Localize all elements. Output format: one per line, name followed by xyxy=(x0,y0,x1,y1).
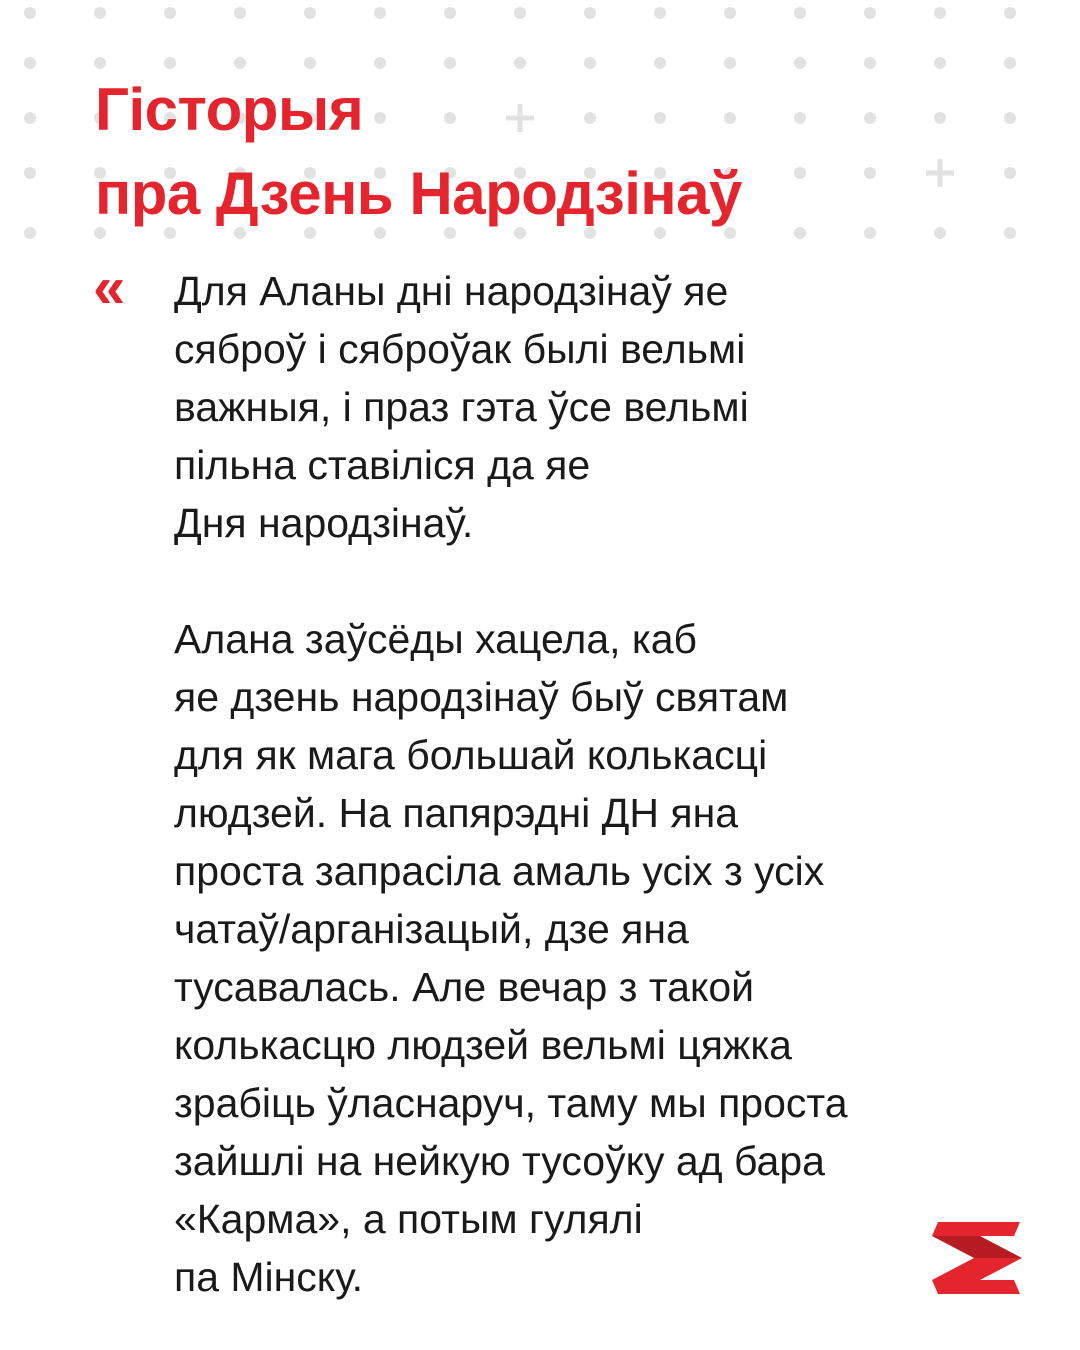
dot-icon xyxy=(724,7,736,19)
dot-icon xyxy=(794,112,806,124)
dot-icon xyxy=(934,57,946,69)
text-line: «Карма», а потым гулялі xyxy=(174,1196,643,1242)
dot-icon xyxy=(94,7,106,19)
dot-icon xyxy=(444,7,456,19)
dot-icon xyxy=(1004,167,1016,179)
dot-icon xyxy=(864,7,876,19)
brand-logo-icon xyxy=(930,1222,1022,1294)
dot-icon xyxy=(24,112,36,124)
dot-icon xyxy=(234,7,246,19)
text-line: чатаў/арганізацый, дзе яна xyxy=(174,906,689,952)
paragraph-2 xyxy=(174,610,1034,1306)
text-line: людзей. На папярэдні ДН яна xyxy=(174,790,739,836)
dot-icon xyxy=(794,167,806,179)
text-line: тусавалась. Але вечар з такой xyxy=(174,964,755,1010)
text-line: Алана заўсёды хацела, каб xyxy=(174,616,698,662)
text-line: колькасцю людзей вельмі цяжка xyxy=(174,1022,792,1068)
text-line: яе дзень народзінаў быў святам xyxy=(174,674,789,720)
dot-icon xyxy=(24,7,36,19)
dot-icon xyxy=(864,112,876,124)
text-line: пільна ставіліся да яе xyxy=(174,442,591,488)
dot-icon xyxy=(584,7,596,19)
dot-icon xyxy=(24,57,36,69)
dot-icon xyxy=(304,7,316,19)
text-line: важныя, і праз гэта ўсе вельмі xyxy=(174,384,749,430)
dot-icon xyxy=(864,57,876,69)
dot-icon xyxy=(24,167,36,179)
dot-icon xyxy=(1004,57,1016,69)
text-line: Для Аланы дні народзінаў яе xyxy=(174,268,729,314)
dot-icon xyxy=(1004,112,1016,124)
dot-icon xyxy=(934,112,946,124)
dot-icon xyxy=(1004,227,1016,239)
text-line: Дня народзінаў. xyxy=(174,500,474,546)
quote-text xyxy=(174,262,1034,1306)
dot-icon xyxy=(934,227,946,239)
text-line: сяброў і сяброўак былі вельмі xyxy=(174,326,746,372)
dot-icon xyxy=(794,7,806,19)
dot-icon xyxy=(794,57,806,69)
title-line-2: пра Дзень Народзінаў xyxy=(95,160,742,227)
quote-mark-icon: « xyxy=(93,255,126,320)
dot-icon xyxy=(24,227,36,239)
dot-icon xyxy=(934,7,946,19)
title-line-1: Гісторыя xyxy=(95,76,364,143)
page-title xyxy=(95,68,742,236)
dot-icon xyxy=(654,7,666,19)
text-line: проста запрасіла амаль усіх з усіх xyxy=(174,848,825,894)
dot-icon xyxy=(864,167,876,179)
text-line: зайшлі на нейкую тусоўку ад бара xyxy=(174,1138,825,1184)
paragraph-1 xyxy=(174,262,1034,552)
text-line: для як мага большай колькасці xyxy=(174,732,768,778)
plus-icon xyxy=(926,159,954,187)
dot-icon xyxy=(864,227,876,239)
dot-icon xyxy=(374,7,386,19)
dot-icon xyxy=(1004,7,1016,19)
dot-icon xyxy=(164,7,176,19)
text-line: зрабіць ўласнаруч, таму мы проста xyxy=(174,1080,848,1126)
dot-icon xyxy=(514,7,526,19)
text-line: па Мінску. xyxy=(174,1254,363,1300)
dot-icon xyxy=(794,227,806,239)
